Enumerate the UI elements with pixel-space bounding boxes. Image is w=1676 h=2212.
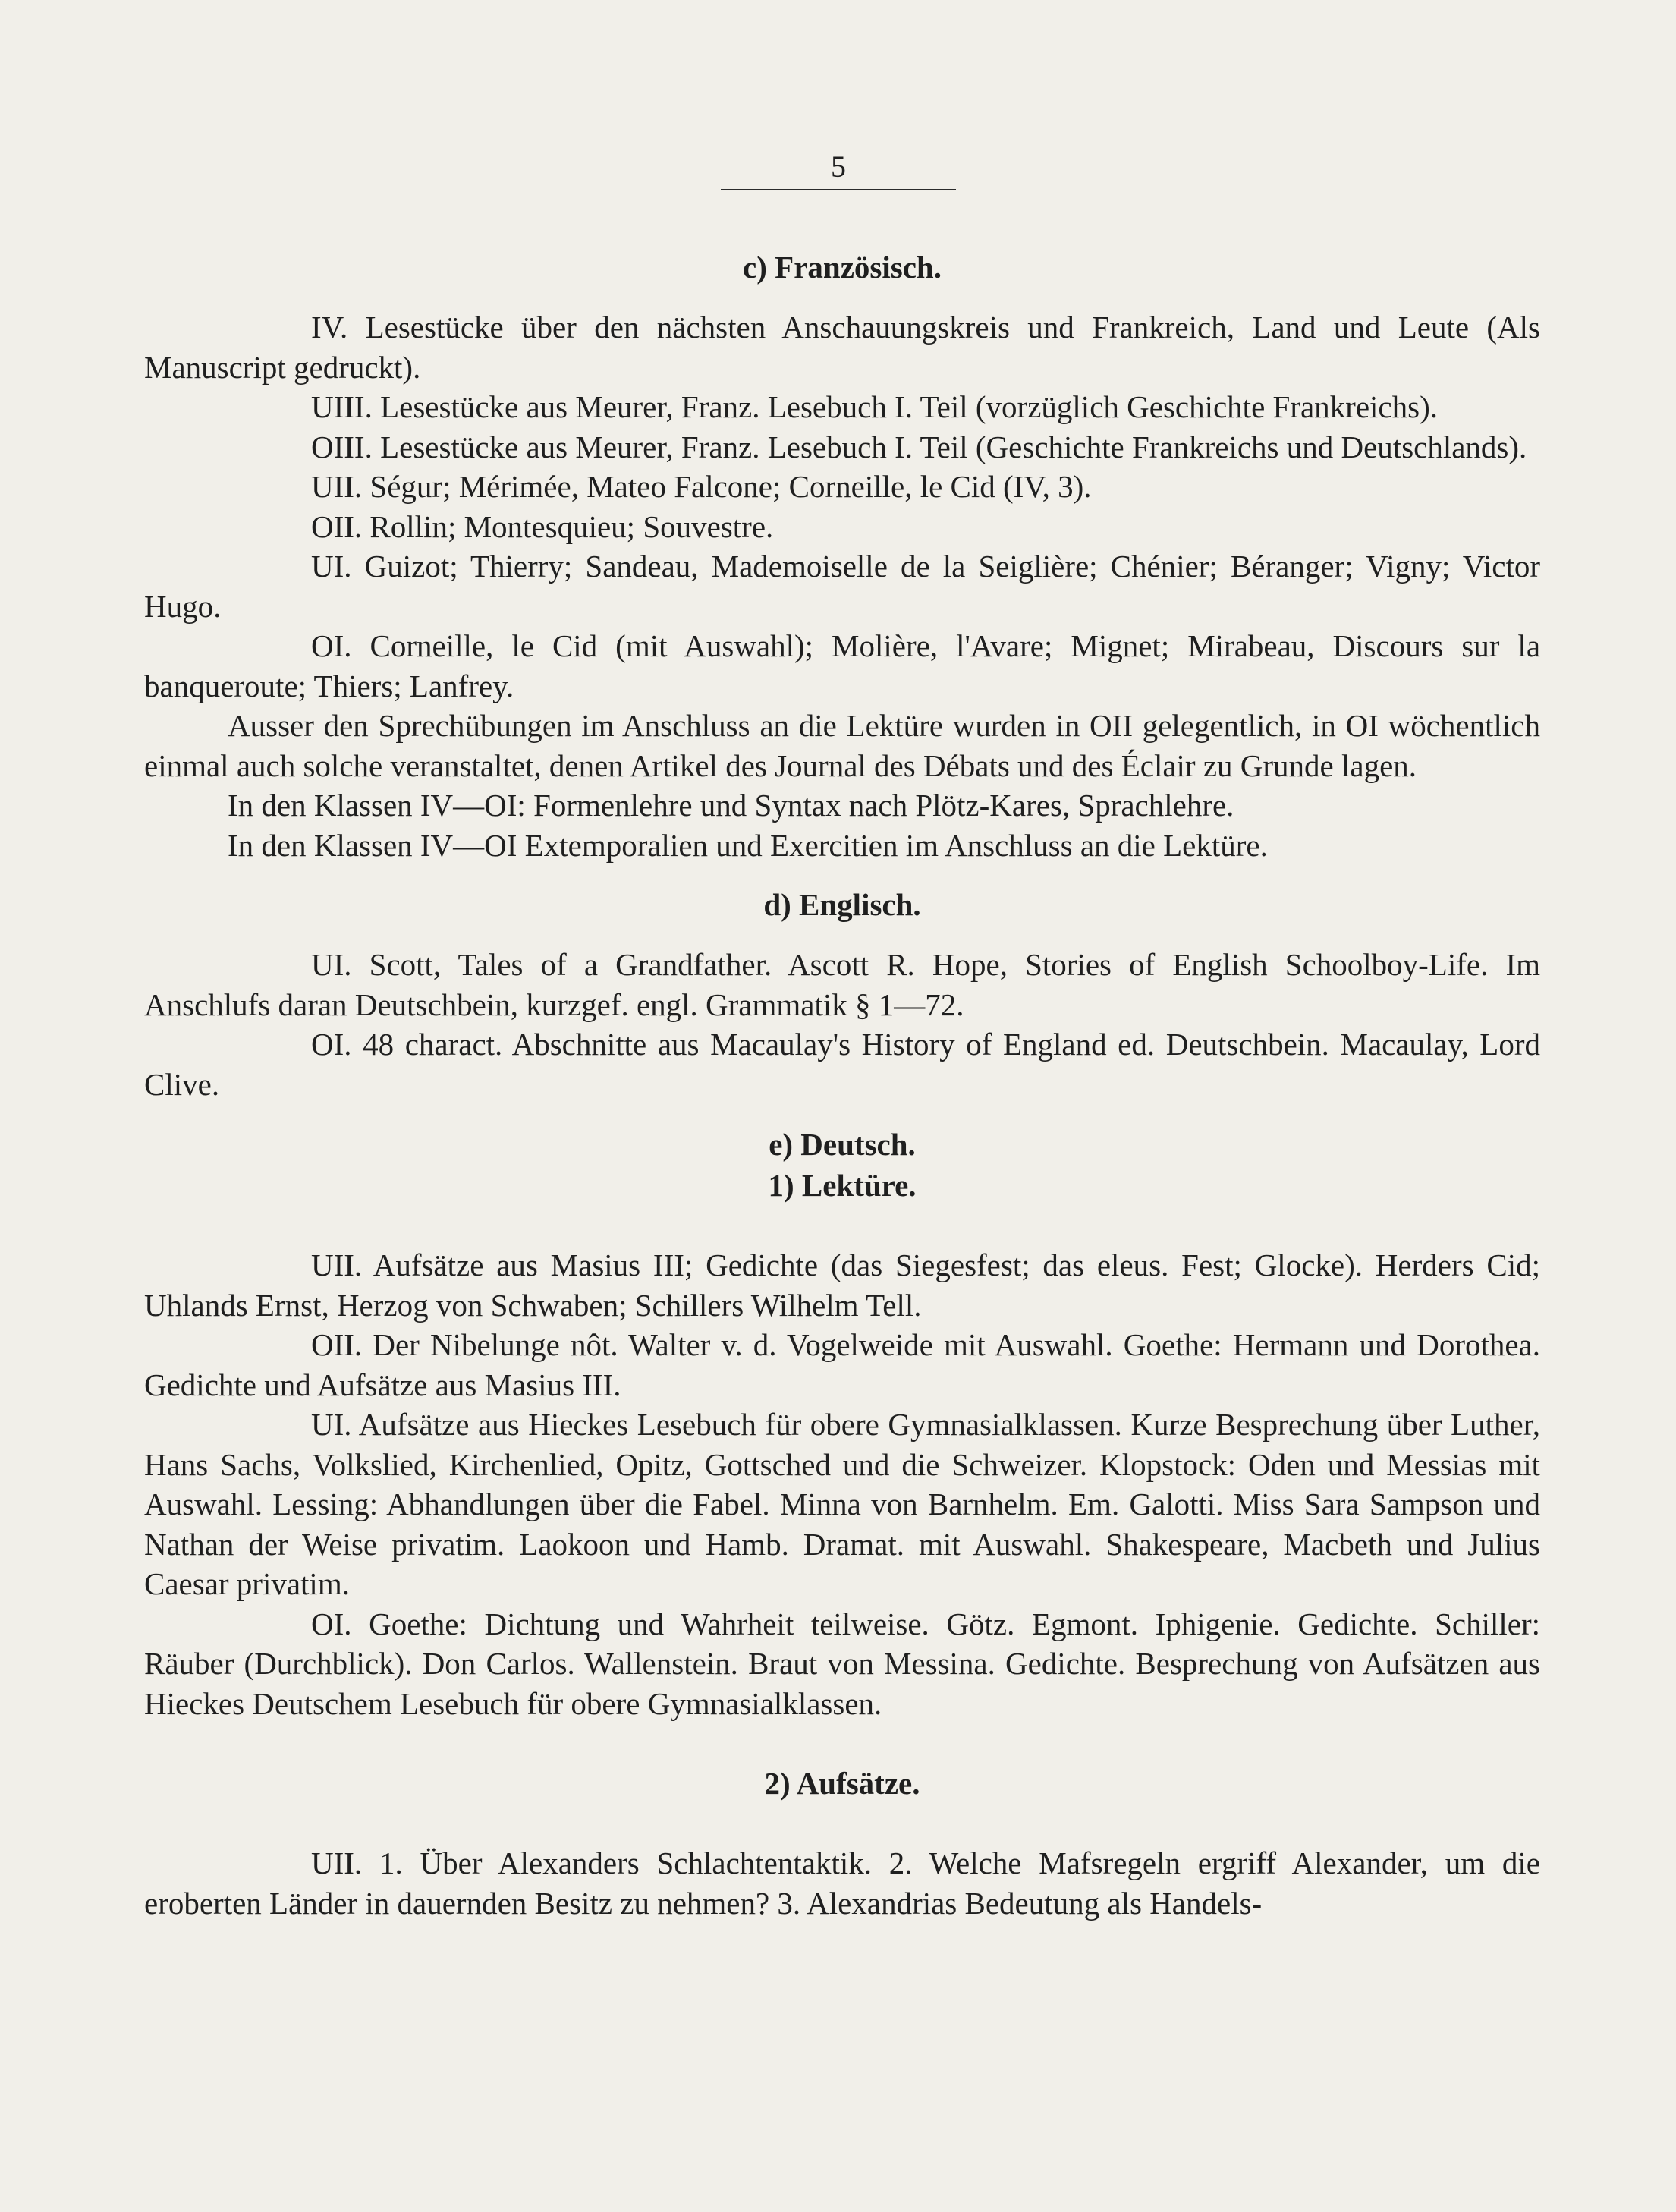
paragraph-text: Goethe: Dichtung und Wahrheit teilweise. Götz. Egmont. Iphigenie. Gedichte. Schiller: Räuber (Durchblick). Don Carlos. Wallenstein. Braut von Messina. Gedichte. Besprechung von Aufsätzen aus Hieckes Deutschem Lesebuch für obere Gymnasialklassen. <box>144 1606 1541 1721</box>
paragraph <box>144 307 1540 387</box>
paragraph <box>144 1325 1540 1405</box>
class-label: UII. <box>311 1248 363 1282</box>
paragraph-text: 48 charact. Abschnitte aus Macaulay's History of England ed. Deutschbein. Macaulay, Lord Clive. <box>144 1027 1541 1102</box>
section-heading-franzoesisch: c) Französisch. <box>743 250 942 285</box>
class-label: OI. <box>311 628 352 663</box>
paragraph <box>144 945 1540 1024</box>
subsection-heading-aufsaetze: 2) Aufsätze. <box>764 1766 920 1801</box>
paragraph <box>144 507 1540 547</box>
class-label: UI. <box>311 549 352 584</box>
paragraph <box>144 387 1540 427</box>
class-label: OII. <box>311 508 363 544</box>
class-label: UI. <box>311 947 352 982</box>
section-heading-deutsch: e) Deutsch. <box>769 1127 916 1162</box>
paragraph-text: Lesestücke aus Meurer, Franz. Lesebuch I. Teil (vorzüglich Geschichte Frankreichs). <box>380 389 1438 424</box>
page-number: 5 <box>831 149 846 184</box>
class-label: UII. <box>311 469 363 504</box>
class-label: UI. <box>311 1407 352 1442</box>
paragraph-text: 1. Über Alexanders Schlachtentaktik. 2. Welche Mafsregeln ergriff Alexander, um die eroberten Länder in dauernden Besitz zu nehmen? 3. Alexandrias Bedeutung als Handels- <box>144 1845 1540 1921</box>
class-label: OI. <box>311 1027 352 1062</box>
paragraph <box>144 1024 1540 1104</box>
paragraph-text: Der Nibelunge nôt. Walter v. d. Vogelweide mit Auswahl. Goethe: Hermann und Dorothea. Gedichte und Aufsätze aus Masius III. <box>144 1327 1541 1402</box>
paragraph <box>144 626 1540 706</box>
paragraph <box>144 427 1540 467</box>
paragraph-text: In den Klassen IV—OI Extemporalien und Exercitien im Anschluss an die Lektüre. <box>228 827 1268 863</box>
paragraph-text: In den Klassen IV—OI: Formenlehre und Syntax nach Plötz-Kares, Sprachlehre. <box>228 788 1234 823</box>
paragraph <box>144 1843 1540 1923</box>
paragraph-text: Ausser den Sprechübungen im Anschluss an die Lektüre wurden in OII gelegentlich, in OI wöchentlich einmal auch solche veranstaltet, denen Artikel des Journal des Débats und des Éclair zu Grunde lagen. <box>144 708 1540 783</box>
page-number-rule <box>721 149 956 190</box>
paragraph-text: Rollin; Montesquieu; Souvestre. <box>369 508 774 544</box>
class-label: UIII. <box>311 389 373 424</box>
paragraph <box>144 546 1540 626</box>
class-label: UII. <box>311 1845 363 1880</box>
paragraph-text: Corneille, le Cid (mit Auswahl); Molière, l'Avare; Mignet; Mirabeau, Discours sur la banqueroute; Thiers; Lanfrey. <box>144 628 1541 703</box>
paragraph-text: Scott, Tales of a Grandfather. Ascott R. Hope, Stories of English Schoolboy-Life. Im Anschlufs daran Deutschbein, kurzgef. engl. Grammatik § 1—72. <box>144 947 1541 1022</box>
class-label: OI. <box>311 1606 352 1641</box>
paragraph <box>144 1405 1540 1604</box>
page-body <box>144 228 1540 1923</box>
class-label: IV. <box>311 310 348 345</box>
paragraph-text: Ségur; Mérimée, Mateo Falcone; Corneille, le Cid (IV, 3). <box>369 469 1092 504</box>
paragraph-text: Aufsätze aus Hieckes Lesebuch für obere Gymnasialklassen. Kurze Besprechung über Luther, Hans Sachs, Volkslied, Kirchenlied, Opitz, Gottsched und die Schweizer. Klopstock: Oden und Messias mit Auswahl. Lessing: Abhandlungen über die Fabel. Minna von Barnhelm. Em. Galotti. Miss Sara Sampson und Nathan der Weise privatim. Laokoon und Hamb. Dramat. mit Auswahl. Shakespeare, Macbeth und Julius Caesar privatim. <box>144 1407 1540 1601</box>
paragraph-text: Guizot; Thierry; Sandeau, Mademoiselle de la Seiglière; Chénier; Béranger; Vigny; Victor Hugo. <box>144 549 1541 624</box>
paragraph <box>144 826 1540 866</box>
paragraph <box>144 785 1540 826</box>
paragraph-text: Lesestücke aus Meurer, Franz. Lesebuch I. Teil (Geschichte Frankreichs und Deutschlands). <box>380 429 1527 464</box>
paragraph <box>144 467 1540 507</box>
paragraph <box>144 706 1540 785</box>
subsection-heading-lektuere: 1) Lektüre. <box>768 1168 917 1203</box>
class-label: OII. <box>311 1327 363 1362</box>
paragraph-text: Lesestücke über den nächsten Anschauungskreis und Frankreich, Land und Leute (Als Manuscript gedruckt). <box>144 310 1540 385</box>
paragraph-text: Aufsätze aus Masius III; Gedichte (das Siegesfest; das eleus. Fest; Glocke). Herders Cid; Uhlands Ernst, Herzog von Schwaben; Schillers Wilhelm Tell. <box>144 1248 1540 1323</box>
class-label: OIII. <box>311 429 373 464</box>
paragraph <box>144 1245 1540 1325</box>
section-heading-englisch: d) Englisch. <box>763 887 921 922</box>
paragraph <box>144 1604 1540 1724</box>
